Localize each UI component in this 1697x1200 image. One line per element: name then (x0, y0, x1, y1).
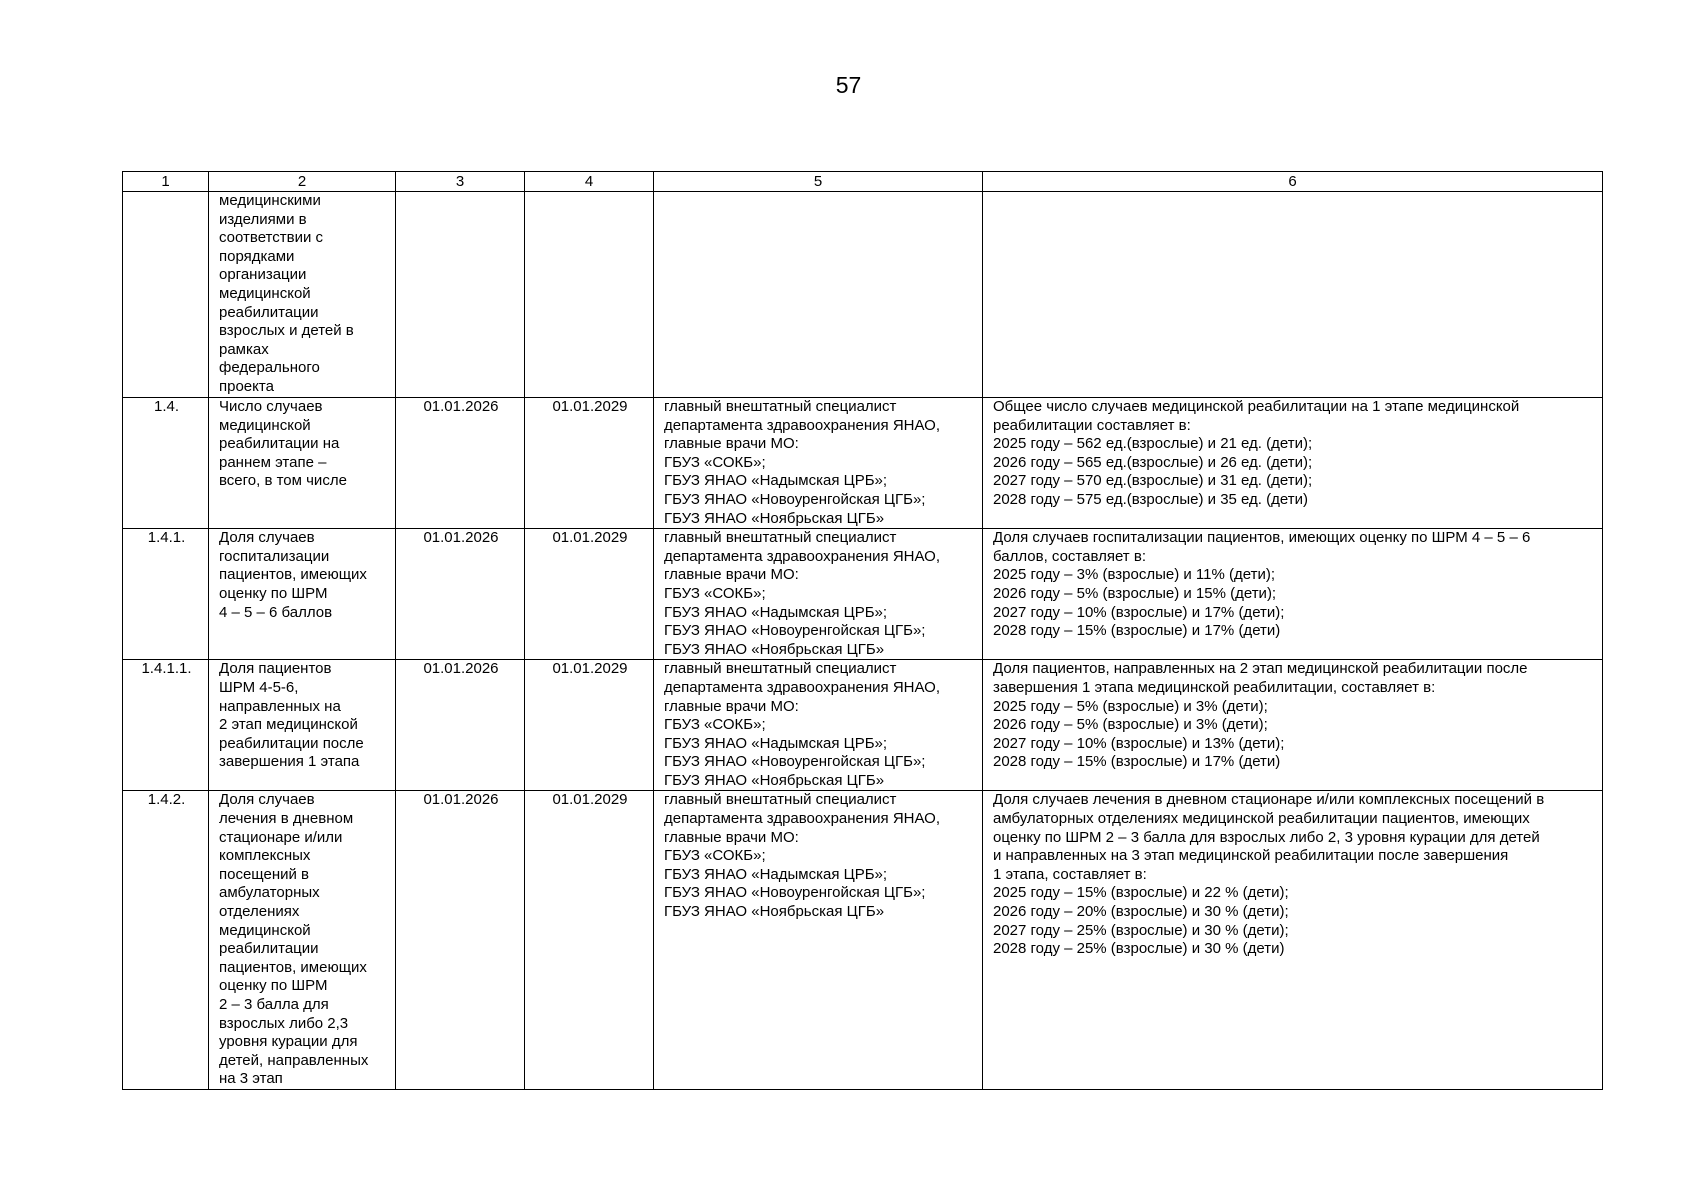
start-date-cell: 01.01.2026 (396, 660, 525, 791)
row-number-cell: 1.4.1.1. (123, 660, 209, 791)
page-number: 57 (835, 72, 862, 98)
result-cell: Доля случаев лечения в дневном стационаре и/или комплексных посещений в амбулаторных отделениях медицинской реабилитации пациентов, имеющих оценку по ШРМ 2 – 3 балла для взрослых либо 2, 3 уровня курации для детей и направленных на 3 этап медицинской реабилитации после завершения 1 этапа, составляет в: 2025 году – 15% (взрослые) и 22 % (дети); 2026 году – 20% (взрослые) и 30 % (дети); 2027 году – 25% (взрослые) и 30 % (дети); 2028 году – 25% (взрослые) и 30 % (дети) (983, 791, 1603, 1090)
row-number-cell: 1.4. (123, 398, 209, 529)
start-date-cell (396, 192, 525, 398)
event-name-cell: Доля случаев госпитализации пациентов, имеющих оценку по ШРМ 4 – 5 – 6 баллов (209, 529, 396, 660)
header-cell: 5 (654, 172, 983, 192)
result-cell: Доля случаев госпитализации пациентов, имеющих оценку по ШРМ 4 – 5 – 6 баллов, составляет в: 2025 году – 3% (взрослые) и 11% (дети); 2026 году – 5% (взрослые) и 15% (дети); 2027 году – 10% (взрослые) и 17% (дети); 2028 году – 15% (взрослые) и 17% (дети) (983, 529, 1603, 660)
event-name-cell: Доля пациентов ШРМ 4-5-6, направленных на 2 этап медицинской реабилитации после завершения 1 этапа (209, 660, 396, 791)
table-row (123, 398, 1603, 529)
header-cell: 1 (123, 172, 209, 192)
table-row (123, 791, 1603, 1090)
table-row (123, 660, 1603, 791)
event-name-cell: Доля случаев лечения в дневном стационаре и/или комплексных посещений в амбулаторных отделениях медицинской реабилитации пациентов, имеющих оценку по ШРМ 2 – 3 балла для взрослых либо 2,3 уровня курации для детей, направленных на 3 этап (209, 791, 396, 1090)
event-name-cell: медицинскими изделиями в соответствии с порядками организации медицинской реабилитации взрослых и детей в рамках федерального проекта (209, 192, 396, 398)
result-cell (983, 192, 1603, 398)
header-cell: 4 (525, 172, 654, 192)
table-header-row (123, 172, 1603, 192)
end-date-cell: 01.01.2029 (525, 791, 654, 1090)
responsible-cell: главный внештатный специалист департамента здравоохранения ЯНАО, главные врачи МО: ГБУЗ «СОКБ»; ГБУЗ ЯНАО «Надымская ЦРБ»; ГБУЗ ЯНАО «Новоуренгойская ЦГБ»; ГБУЗ ЯНАО «Ноябрьская ЦГБ» (654, 529, 983, 660)
header-cell: 3 (396, 172, 525, 192)
table-row (123, 192, 1603, 398)
end-date-cell (525, 192, 654, 398)
plan-table (122, 171, 1603, 1090)
start-date-cell: 01.01.2026 (396, 398, 525, 529)
start-date-cell: 01.01.2026 (396, 791, 525, 1090)
row-number-cell: 1.4.1. (123, 529, 209, 660)
header-cell: 6 (983, 172, 1603, 192)
event-name-cell: Число случаев медицинской реабилитации на раннем этапе – всего, в том числе (209, 398, 396, 529)
end-date-cell: 01.01.2029 (525, 529, 654, 660)
responsible-cell: главный внештатный специалист департамента здравоохранения ЯНАО, главные врачи МО: ГБУЗ «СОКБ»; ГБУЗ ЯНАО «Надымская ЦРБ»; ГБУЗ ЯНАО «Новоуренгойская ЦГБ»; ГБУЗ ЯНАО «Ноябрьская ЦГБ» (654, 660, 983, 791)
row-number-cell: 1.4.2. (123, 791, 209, 1090)
end-date-cell: 01.01.2029 (525, 398, 654, 529)
responsible-cell: главный внештатный специалист департамента здравоохранения ЯНАО, главные врачи МО: ГБУЗ «СОКБ»; ГБУЗ ЯНАО «Надымская ЦРБ»; ГБУЗ ЯНАО «Новоуренгойская ЦГБ»; ГБУЗ ЯНАО «Ноябрьская ЦГБ» (654, 791, 983, 1090)
header-cell: 2 (209, 172, 396, 192)
row-number-cell (123, 192, 209, 398)
result-cell: Общее число случаев медицинской реабилитации на 1 этапе медицинской реабилитации составляет в: 2025 году – 562 ед.(взрослые) и 21 ед. (дети); 2026 году – 565 ед.(взрослые) и 26 ед. (дети); 2027 году – 570 ед.(взрослые) и 31 ед. (дети); 2028 году – 575 ед.(взрослые) и 35 ед. (дети) (983, 398, 1603, 529)
start-date-cell: 01.01.2026 (396, 529, 525, 660)
responsible-cell: главный внештатный специалист департамента здравоохранения ЯНАО, главные врачи МО: ГБУЗ «СОКБ»; ГБУЗ ЯНАО «Надымская ЦРБ»; ГБУЗ ЯНАО «Новоуренгойская ЦГБ»; ГБУЗ ЯНАО «Ноябрьская ЦГБ» (654, 398, 983, 529)
end-date-cell: 01.01.2029 (525, 660, 654, 791)
responsible-cell (654, 192, 983, 398)
table-row (123, 529, 1603, 660)
result-cell: Доля пациентов, направленных на 2 этап медицинской реабилитации после завершения 1 этапа медицинской реабилитации, составляет в: 2025 году – 5% (взрослые) и 3% (дети); 2026 году – 5% (взрослые) и 3% (дети); 2027 году – 10% (взрослые) и 13% (дети); 2028 году – 15% (взрослые) и 17% (дети) (983, 660, 1603, 791)
